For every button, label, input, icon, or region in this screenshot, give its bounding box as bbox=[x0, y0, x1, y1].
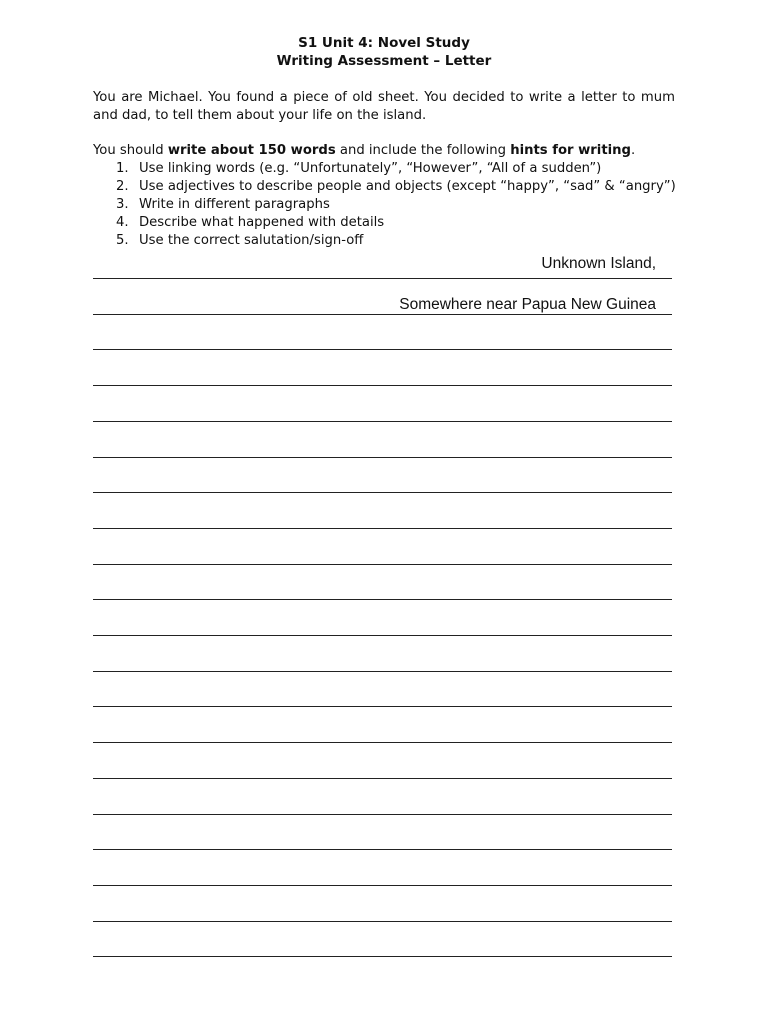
writing-line[interactable] bbox=[93, 599, 672, 600]
writing-line[interactable] bbox=[93, 849, 672, 850]
intro-paragraph: You are Michael. You found a piece of old sheet. You decided to write a letter to mum and dad, to tell them about your life on the island. bbox=[93, 90, 675, 123]
writing-line[interactable] bbox=[93, 385, 672, 386]
hint-item bbox=[93, 232, 676, 250]
writing-line[interactable] bbox=[93, 742, 672, 743]
hint-item bbox=[93, 214, 676, 232]
page-title: S1 Unit 4: Novel Study bbox=[298, 35, 470, 51]
writing-line[interactable] bbox=[93, 706, 672, 707]
hint-text: Describe what happened with details bbox=[139, 215, 385, 230]
hint-text: Use the correct salutation/sign-off bbox=[139, 233, 364, 248]
hint-item bbox=[93, 178, 676, 196]
writing-line[interactable] bbox=[93, 885, 672, 886]
writing-line[interactable] bbox=[93, 349, 672, 350]
hint-text: Use linking words (e.g. “Unfortunately”, “However”, “All of a sudden”) bbox=[139, 161, 602, 176]
hint-text: Write in different paragraphs bbox=[139, 197, 330, 212]
address-line-1: Unknown Island, bbox=[537, 255, 656, 273]
writing-line[interactable] bbox=[93, 671, 672, 672]
page-subtitle: Writing Assessment – Letter bbox=[276, 53, 492, 69]
instructions-suffix: . bbox=[630, 143, 636, 158]
hint-number: 2. bbox=[116, 179, 129, 194]
instructions bbox=[93, 142, 693, 160]
word-count-requirement: write about 150 words bbox=[167, 143, 336, 158]
hint-number: 5. bbox=[116, 233, 129, 248]
hints-list bbox=[93, 160, 676, 250]
hint-item bbox=[93, 160, 676, 178]
writing-line[interactable] bbox=[93, 635, 672, 636]
writing-line[interactable] bbox=[93, 528, 672, 529]
hint-text: Use adjectives to describe people and objects (except “happy”, “sad” & “angry”) bbox=[139, 179, 676, 194]
instructions-middle: and include the following bbox=[335, 143, 511, 158]
address-line-2: Somewhere near Papua New Guinea bbox=[395, 296, 656, 314]
hint-number: 1. bbox=[116, 161, 129, 176]
writing-line[interactable] bbox=[93, 421, 672, 422]
writing-line[interactable] bbox=[93, 492, 672, 493]
hint-number: 4. bbox=[116, 215, 129, 230]
writing-line[interactable] bbox=[93, 814, 672, 815]
hint-number: 3. bbox=[116, 197, 129, 212]
hints-heading: hints for writing bbox=[510, 143, 631, 158]
instructions-prefix: You should bbox=[93, 143, 168, 158]
hint-item bbox=[93, 196, 676, 214]
writing-line[interactable] bbox=[93, 457, 672, 458]
writing-line[interactable] bbox=[93, 956, 672, 957]
writing-line[interactable] bbox=[93, 278, 672, 279]
writing-line[interactable] bbox=[93, 314, 672, 315]
writing-line[interactable] bbox=[93, 921, 672, 922]
writing-line[interactable] bbox=[93, 778, 672, 779]
writing-line[interactable] bbox=[93, 564, 672, 565]
